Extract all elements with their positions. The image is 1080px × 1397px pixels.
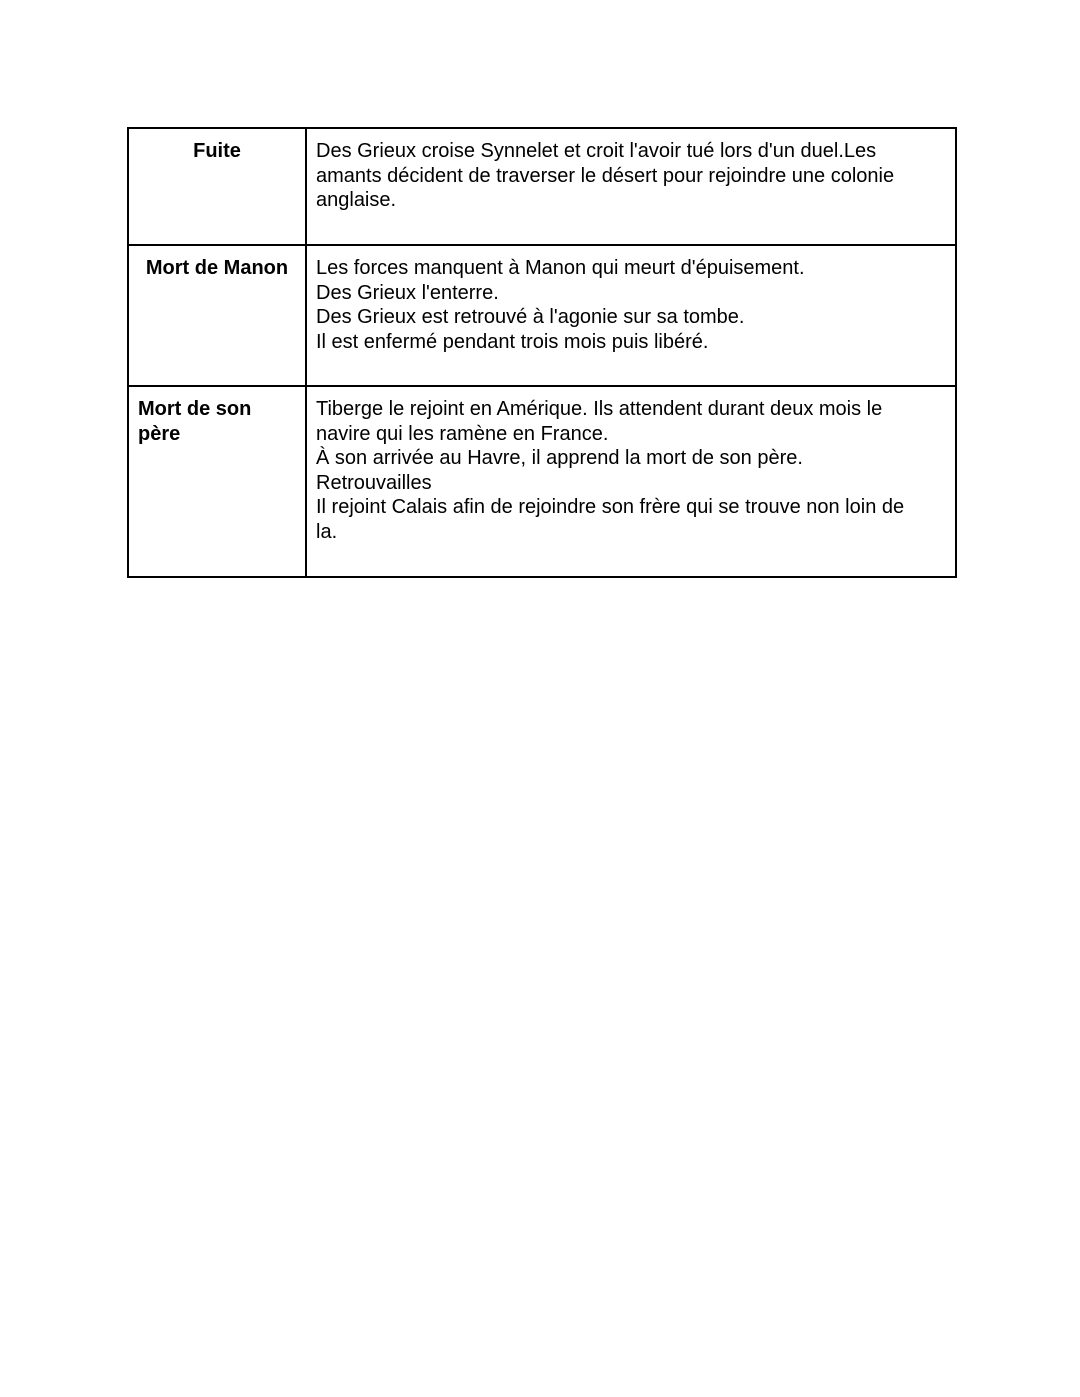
table-row <box>128 245 956 386</box>
table-row <box>128 386 956 577</box>
content-line: Retrouvailles <box>316 471 432 494</box>
content-line: Des Grieux croise Synnelet et croit l'avoir tué lors d'un duel.Les <box>316 140 877 162</box>
row-label-fuite <box>128 128 306 245</box>
row-label-text: Mort de Manon <box>145 257 289 279</box>
table-row <box>128 128 956 245</box>
content-line: anglaise. <box>316 189 397 211</box>
row-content-mort-de-manon <box>306 245 956 386</box>
row-label-text: père <box>138 422 181 445</box>
content-line: Des Grieux est retrouvé à l'agonie sur sa tombe. <box>316 306 745 328</box>
row-label-text: Mort de son <box>138 398 252 420</box>
content-line: Des Grieux l'enterre. <box>316 281 499 304</box>
content-line: navire qui les ramène en France. <box>316 422 609 445</box>
content-line: Les forces manquent à Manon qui meurt d'épuisement. <box>316 257 805 279</box>
row-label-text: Fuite <box>193 140 241 162</box>
content-line: Il rejoint Calais afin de rejoindre son frère qui se trouve non loin de <box>316 496 905 518</box>
content-line: À son arrivée au Havre, il apprend la mort de son père. <box>316 447 803 469</box>
content-line: Tiberge le rejoint en Amérique. Ils attendent durant deux mois le <box>316 398 883 420</box>
row-content-fuite <box>306 128 956 245</box>
content-line: Il est enfermé pendant trois mois puis libéré. <box>316 330 709 353</box>
row-content-mort-de-son-pere <box>306 386 956 577</box>
row-label-mort-de-son-pere <box>128 386 306 577</box>
content-line: amants décident de traverser le désert pour rejoindre une colonie <box>316 164 895 187</box>
summary-table <box>127 127 957 578</box>
content-line: la. <box>316 520 338 543</box>
row-label-mort-de-manon <box>128 245 306 386</box>
